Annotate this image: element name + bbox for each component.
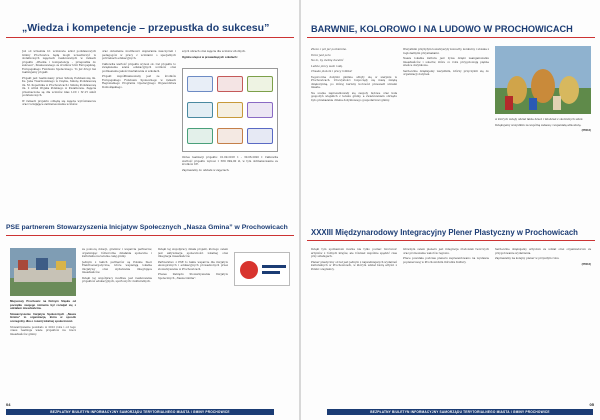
article2-lead: Stowarzyszenie Inicjatyw Społecznych „Nasza Gmina” to organizacja, która w sposób szczególny dba o rozwój lokalnej społeczności. (10, 311, 76, 323)
gmina-logo (187, 128, 213, 144)
eu-logo (187, 76, 213, 92)
poem-line: Teraz jest pora (311, 53, 331, 57)
article2-paragraph: za pomocą dotacji, grantów i wsparcia partnerów, organizując różnorodne działania społeczne i kulturalne na terenie całej gminy. (82, 248, 152, 258)
right-page (301, 0, 600, 420)
page-number: 04 (6, 402, 11, 407)
article2-paragraph: Partnerstwo z PSE to także wsparcie dla inicjatyw ekologicznych i edukacyjnych prowadzonych przez stowarzyszenie w Prochowicach. (158, 260, 228, 271)
article2-paragraph: Jednym z takich partnerów są Polskie Sieci Elektroenergetyczne, które wspierają lokalne inicjatywy oraz wydarzenia integrujące mieszkańców. (82, 260, 152, 274)
article1-signature: (PDK3) (581, 128, 591, 132)
article1-paragraph: Całkowita wartość projektu wynosi ok. Cel projektu to zwiększenie szans edukacyjnych uczniów oraz podniesienie jakości kształcenia w szkołach. (102, 62, 176, 73)
poem-line: Na to, by ziemię docenić (311, 59, 344, 62)
article2-paragraph: Dzięki tej współpracy możliwe jest realizowanie projektów edukacyjnych, sportowych i kulturalnych. (82, 276, 152, 283)
article2-paragraph: Serdecznie dziękujemy artystom za udział oraz organizatorom za przygotowanie wydarzenia. (495, 248, 591, 255)
school-logo (247, 102, 273, 118)
left-page (0, 0, 299, 420)
poem-line: Chwała plonom i pracy rolnika! (311, 70, 353, 73)
article2-paragraph: Prace powstałe podczas pleneru zaprezentowano na wystawie poplenerowej w Prochowickim Ośrodku Kultury. (403, 257, 489, 264)
article1-paragraph: W ramach projektu odbędą się zajęcia wyrównawcze oraz rozwijające zainteresowania uczniów. (22, 99, 96, 106)
article1-column-2 (403, 48, 489, 224)
article2-paragraph: Stowarzyszenie powstało w 2012 roku i od tego czasu realizuje wiele projektów na rzecz mieszkańców gminy. (10, 325, 76, 336)
article1-paragraph: w których wzięły udział także dzieci i młodzież z okolicznych szkół. (495, 118, 584, 121)
article1-paragraph: Zapraszamy do udziału w zajęciach. (182, 168, 230, 172)
footer-bar: BEZPŁATNY BIULETYN INFORMACYJNY SAMORZĄDU TERYTORIALNEGO MIASTA I GMINY PROCHOWICE (327, 409, 593, 415)
article2-paragraph: Dzięki tej współpracy działa projekt, którego celem jest aktywizacja społeczności lokalnej oraz integracja mieszkańców. (158, 248, 228, 258)
title-rule (6, 37, 294, 38)
article1-paragraph: Nasza lokalna kultura jest żywa dzięki zaangażowaniu mieszkańców i sołectw, które co roku przygotowują piękne wieńce dożynkowe. (403, 57, 489, 67)
article2-paragraph: Głównym celem pleneru jest integracja środowisk twórczych oraz promowanie walorów regionu. (403, 248, 489, 255)
program-logo (217, 102, 243, 118)
page-number: 05 (589, 402, 594, 407)
article2-column-1 (10, 300, 76, 396)
article1-paragraph: Tegoroczne dożynki gminne odbyły się w sierpniu w Prochowicach. Uroczystości rozpoczęły się mszą świętą dziękczynną, po której barwny korowód przeszedł ulicami miasta. (311, 75, 397, 89)
article1-paragraph: Serdecznie dziękujemy wszystkim, którzy przyczynili się do organizacji dożynek. (403, 69, 489, 76)
logo-grid (182, 68, 278, 152)
article1-paragraph: oraz określenie możliwości wspierania nauczycieli i pedagogów w pracy z uczniami o specjalnych potrzebach edukacyjnych. (102, 50, 176, 60)
pse-logo (234, 252, 290, 286)
article1-column-3 (182, 156, 278, 246)
article2-photo (10, 248, 76, 296)
article2-column-2 (82, 248, 152, 396)
article1-paragraph: Okres realizacji projektu: 01.09.2018 r. – 30.06.2020 r. Całkowita wartość projektu wynosi 1 589 849,00 zł, w tym dofinansowanie ze środków UE. (182, 156, 278, 166)
article1-paragraph: Dziękujemy wszystkim za wspólną zabawę i wspaniałą atmosferę. (495, 123, 582, 127)
article2-title: PSE partnerem Stowarzyszenia Inicjatyw Społecznych „Nasza Gmina” w Prochowicach (6, 224, 288, 231)
footer-bar: BEZPŁATNY BIULETYN INFORMACYJNY SAMORZĄDU TERYTORIALNEGO MIASTA I GMINY PROCHOWICE (6, 409, 274, 415)
title-rule (6, 235, 294, 236)
article2-paragraph: Prezes Zarządu Stowarzyszenia Inicjatyw Społecznych „Nasza Gmina”. (158, 273, 228, 280)
partner-logo (217, 128, 243, 144)
article1-column-3 (495, 118, 591, 224)
article2-paragraph: Dzięki tym spotkaniom można nie tylko poznać twórczość artystów z różnych krajów, ale również wspólnie spędzić czas przy sztalugach. (311, 248, 397, 258)
article1-paragraph: Projekt współfinansowany jest ze środków Europejskiego Funduszu Społecznego w ramach Regionalnego Programu Operacyjnego Województwa Dolnośląskiego. (102, 75, 176, 89)
article2-column-1 (311, 248, 397, 398)
article1-title: BARWNIE, KOLOROWO I NA LUDOWO W PROCHOWICACH (311, 24, 573, 34)
article1-column-2 (102, 50, 176, 250)
article1-column-1 (311, 48, 397, 224)
article2-column-3 (158, 248, 228, 396)
ministry-logo (247, 128, 273, 144)
article1-paragraph: Na scenie zaprezentowały się zespoły ludowe oraz koła gospodyń wiejskich z terenu gminy, a zwieńczeniem obrzędu było przekazanie chleba dożynkowego gospodarzowi gminy. (311, 91, 397, 102)
fund-logo (187, 102, 213, 118)
article2-column-3 (495, 248, 591, 398)
region-logo (247, 76, 273, 92)
article1-column-1 (22, 50, 96, 250)
article2-title: XXXIII Międzynarodowy Integracyjny Plener Plastyczny w Prochowicach (311, 228, 578, 237)
article1-paragraph: szych ulicach oraz zajęcia dla uczniów zdolnych. (182, 50, 246, 53)
harvest-photo (495, 46, 591, 114)
poland-logo (217, 76, 243, 92)
title-rule (307, 37, 595, 38)
article1-paragraph: Wszystkim przybyłym towarzyszyły koncerty, konkursy i stoiska z regionalnymi przysmakami. (403, 48, 489, 55)
poem-line: Ludzie pracy wam i siłę. (311, 64, 343, 68)
article2-signature: (PDK3) (581, 261, 591, 266)
article2-paragraph: Zapraszamy na kolejny plener w przyszłym roku. (495, 257, 560, 260)
article1-paragraph: Projekt jest realizowany przez Szkołę Podstawową im. Ks. Jana Twardowskiego w Cząbie, Szkołę Podstawową im. M. Kopernika w Prochowicach i Szkołę Podstawową im. 2 Armii Wojska Polskiego w Kwiatkowie. Zajęcia przeznaczone są dla uczniów klas I–III i IV–VI szkół podstawowych. (22, 76, 96, 97)
title-rule (307, 240, 595, 241)
article1-title: „Wiedza i kompetencje – przepustka do sukcesu” (22, 22, 270, 34)
article1-paragraph: Już od września br. uczniowie szkół podstawowych Gminy Prochowice będą mogli uczestniczyć w dodatkowych zajęciach realizowanych w ramach projektu „Wiedza i kompetencje – przepustka do sukcesu”, finansowanego ze środków Unii Europejskiej, Europejskiego Funduszu Społecznego. To już drugi raz realizujemy projekt. (22, 50, 96, 74)
article2-column-2 (403, 248, 489, 398)
article2-paragraph: Plener plastyczny od lat jest jednym z najważniejszych wydarzeń kulturalnych w Prochowicach, w którym udział biorą artyści z Polski i zagranicy. (311, 260, 397, 271)
poem-line: Zboże z pól już pozbierane. (311, 48, 347, 51)
article1-subheading: Ogólne ulepsz w prowadzących szkołach: (182, 54, 238, 59)
article1-column-3-top (182, 50, 278, 64)
article2-lead: Miejscowy Prochowic na Dolnym Śląsku od początku swojego istnienia był rozwijał się z udziałem mieszkańców. (10, 300, 76, 311)
